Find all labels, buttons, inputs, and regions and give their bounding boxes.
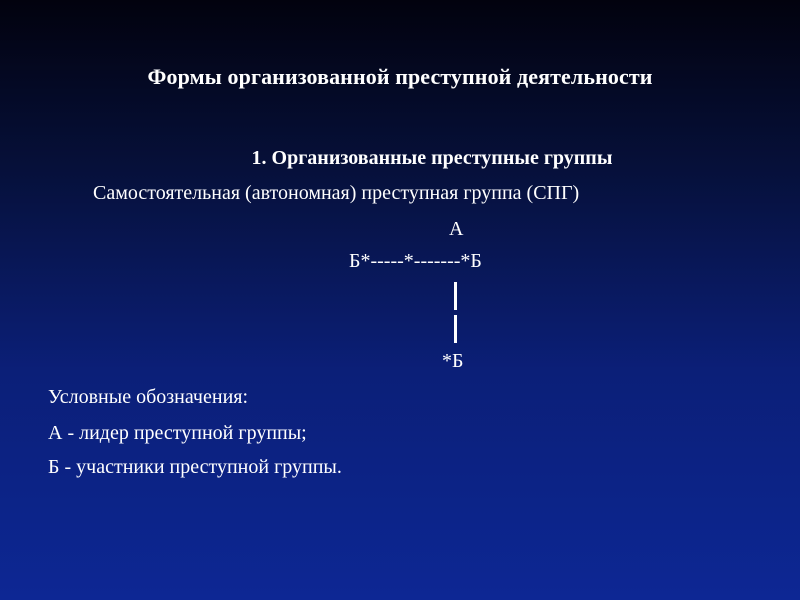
group-type-label: Самостоятельная (автономная) преступная группа (СПГ) xyxy=(93,182,580,204)
slide-title: Формы организованной преступной деятельности xyxy=(147,64,653,89)
section-subtitle: 1. Организованные преступные группы xyxy=(251,147,613,169)
legend-item-members: Б - участники преступной группы. xyxy=(48,456,342,478)
diagram-vertical-connector xyxy=(454,282,457,310)
diagram-leader-node: А xyxy=(449,218,464,240)
legend-title: Условные обозначения: xyxy=(48,386,249,408)
diagram-vertical-connector xyxy=(454,315,457,343)
diagram-members-row: Б*-----*-------*Б xyxy=(349,250,482,272)
diagram-bottom-member-node: *Б xyxy=(442,350,464,372)
legend-item-leader: А - лидер преступной группы; xyxy=(48,422,307,444)
